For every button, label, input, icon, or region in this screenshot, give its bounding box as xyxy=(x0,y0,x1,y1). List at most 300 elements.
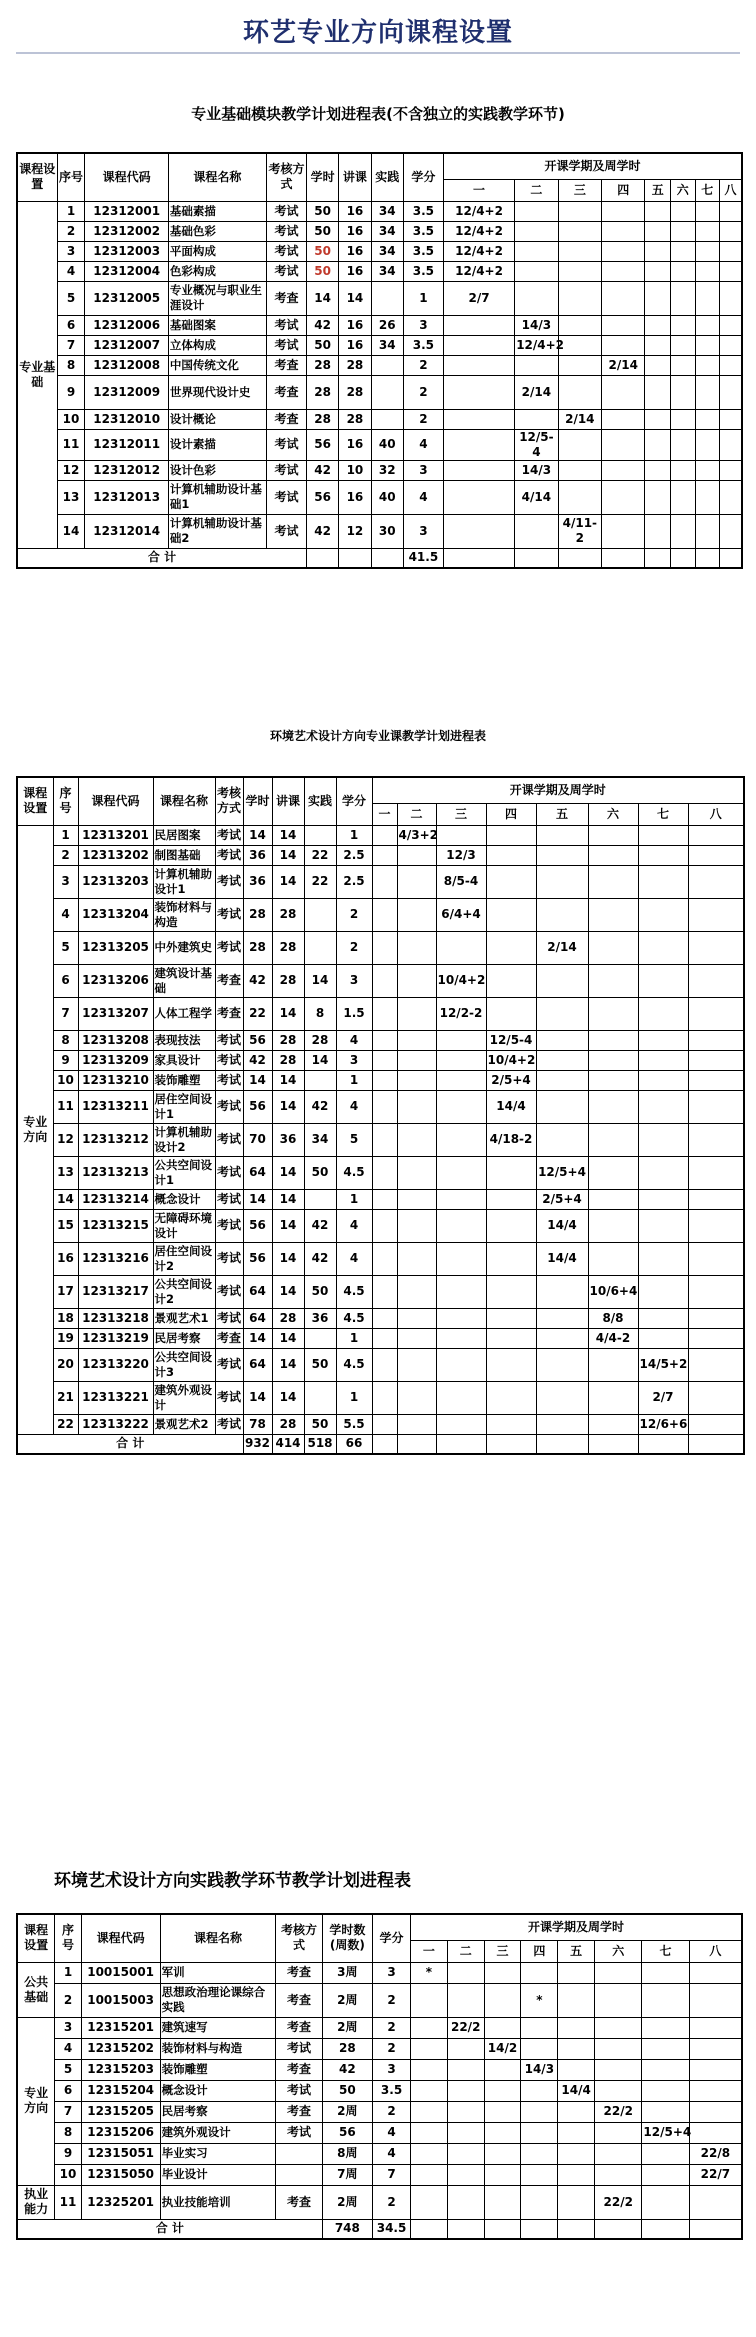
table-row xyxy=(17,1156,744,1189)
lecture-hours: 28 xyxy=(272,1030,304,1050)
credit: 3.5 xyxy=(403,221,443,241)
semester-7-header: 七 xyxy=(695,179,720,201)
hours: 3周 xyxy=(322,1962,373,1983)
total-credit: 66 xyxy=(336,1434,372,1454)
lecture-hours: 10 xyxy=(339,460,371,480)
semester-5-cell xyxy=(645,221,671,241)
semester-1-cell: 12/4+2 xyxy=(443,241,514,261)
course-name: 立体构成 xyxy=(168,335,266,355)
practice-hours: 34 xyxy=(304,1123,336,1156)
practice-hours: 32 xyxy=(371,460,403,480)
semester-1-cell xyxy=(372,1090,397,1123)
course-code: 12313206 xyxy=(78,964,153,997)
semester-4-cell xyxy=(486,1189,536,1209)
lecture-hours: 28 xyxy=(272,1308,304,1328)
table-row xyxy=(17,997,744,1030)
credit: 2 xyxy=(373,2017,411,2038)
semester-3-cell xyxy=(436,1156,486,1189)
semester-5-cell: 14/4 xyxy=(536,1242,588,1275)
course-name: 基础素描 xyxy=(168,201,266,221)
total-row xyxy=(17,548,742,568)
semester-2-cell xyxy=(397,1156,436,1189)
header-code: 课程代码 xyxy=(81,1914,160,1962)
semester-7-cell xyxy=(638,1050,688,1070)
semester-1-cell xyxy=(372,1030,397,1050)
total-semester-5 xyxy=(558,2219,595,2239)
semester-8-cell xyxy=(720,221,742,241)
credit: 1 xyxy=(336,825,372,845)
semester-8-cell: 22/8 xyxy=(689,2143,742,2164)
semester-3-header: 三 xyxy=(436,803,486,825)
semester-7-header: 七 xyxy=(638,803,688,825)
semester-8-cell xyxy=(689,2122,742,2143)
semester-4-cell xyxy=(486,964,536,997)
semester-8-cell xyxy=(688,964,744,997)
semester-8-cell xyxy=(688,1070,744,1090)
semester-8-cell xyxy=(689,1962,742,1983)
total-practice xyxy=(371,548,403,568)
table-row xyxy=(17,2038,742,2059)
semester-7-cell xyxy=(638,964,688,997)
semester-4-cell xyxy=(521,2101,558,2122)
semester-3-cell xyxy=(436,1189,486,1209)
semester-1-cell xyxy=(443,460,514,480)
total-semester-4 xyxy=(486,1434,536,1454)
course-name: 建筑设计基础 xyxy=(153,964,215,997)
semester-4-cell: 14/4 xyxy=(486,1090,536,1123)
row-no: 2 xyxy=(53,845,78,865)
total-lecture: 414 xyxy=(272,1434,304,1454)
semester-2-cell xyxy=(447,2164,484,2185)
group-label: 执业能力 xyxy=(17,2185,55,2219)
hours: 42 xyxy=(307,315,339,335)
course-code: 12313204 xyxy=(78,898,153,931)
total-semester-6 xyxy=(588,1434,638,1454)
hours: 56 xyxy=(243,1030,272,1050)
semester-7-cell xyxy=(642,2185,689,2219)
credit: 2 xyxy=(373,2038,411,2059)
table-row xyxy=(17,931,744,964)
semester-5-cell xyxy=(558,1962,595,1983)
course-code: 12313219 xyxy=(78,1328,153,1348)
semester-6-cell xyxy=(588,1209,638,1242)
semester-6-cell xyxy=(588,1414,638,1434)
course-name: 居住空间设计1 xyxy=(153,1090,215,1123)
semester-3-cell xyxy=(558,429,601,460)
table-row xyxy=(17,221,742,241)
course-name: 专业概况与职业生涯设计 xyxy=(168,281,266,315)
row-no: 9 xyxy=(57,375,85,409)
hours: 42 xyxy=(307,460,339,480)
semester-1-cell xyxy=(372,1189,397,1209)
total-semester-6 xyxy=(671,548,696,568)
semester-6-cell xyxy=(588,1348,638,1381)
exam-type: 考试 xyxy=(266,460,306,480)
semester-6-header: 六 xyxy=(671,179,696,201)
row-no: 15 xyxy=(53,1209,78,1242)
practice-hours xyxy=(371,375,403,409)
semester-5-cell xyxy=(558,2143,595,2164)
course-code: 12312002 xyxy=(85,221,169,241)
hours: 2周 xyxy=(322,2101,373,2122)
header-setting: 课程设置 xyxy=(17,1914,55,1962)
table-row xyxy=(17,845,744,865)
semester-6-cell xyxy=(671,355,696,375)
semester-7-cell xyxy=(642,1962,689,1983)
course-code: 12313222 xyxy=(78,1414,153,1434)
credit: 3.5 xyxy=(373,2080,411,2101)
exam-type: 考查 xyxy=(266,409,306,429)
semester-5-cell xyxy=(645,355,671,375)
semester-2-cell xyxy=(515,514,558,548)
course-code: 12313214 xyxy=(78,1189,153,1209)
semester-2-header: 二 xyxy=(447,1940,484,1962)
semester-1-header: 一 xyxy=(410,1940,447,1962)
row-no: 10 xyxy=(53,1070,78,1090)
row-no: 6 xyxy=(55,2080,81,2101)
semester-3-cell: 14/2 xyxy=(484,2038,521,2059)
semester-4-header: 四 xyxy=(602,179,645,201)
exam-type: 考查 xyxy=(276,1962,322,1983)
semester-6-cell xyxy=(595,2122,642,2143)
row-no: 10 xyxy=(55,2164,81,2185)
practice-hours xyxy=(304,898,336,931)
course-code: 12312010 xyxy=(85,409,169,429)
practice-hours: 42 xyxy=(304,1242,336,1275)
lecture-hours: 16 xyxy=(339,315,371,335)
semester-6-cell xyxy=(588,1090,638,1123)
credit: 3.5 xyxy=(403,201,443,221)
semester-2-cell xyxy=(397,1050,436,1070)
course-code: 12313210 xyxy=(78,1070,153,1090)
exam-type: 考试 xyxy=(266,514,306,548)
semester-5-header: 五 xyxy=(558,1940,595,1962)
lecture-hours: 14 xyxy=(272,997,304,1030)
header-credit: 学分 xyxy=(403,153,443,201)
semester-3-cell: 10/4+2 xyxy=(436,964,486,997)
exam-type: 考试 xyxy=(266,335,306,355)
semester-5-cell: 2/5+4 xyxy=(536,1189,588,1209)
semester-8-cell xyxy=(688,931,744,964)
row-no: 18 xyxy=(53,1308,78,1328)
course-name: 计算机辅助设计基础2 xyxy=(168,514,266,548)
semester-2-cell xyxy=(397,1209,436,1242)
semester-1-cell xyxy=(410,2101,447,2122)
semester-8-cell xyxy=(688,845,744,865)
hours: 8周 xyxy=(322,2143,373,2164)
row-no: 14 xyxy=(53,1189,78,1209)
semester-2-cell xyxy=(447,1962,484,1983)
course-name: 设计概论 xyxy=(168,409,266,429)
total-semester-5 xyxy=(645,548,671,568)
semester-6-cell xyxy=(671,409,696,429)
exam-type: 考试 xyxy=(215,1050,243,1070)
table-row xyxy=(17,1328,744,1348)
semester-4-cell xyxy=(521,2143,558,2164)
exam-type: 考试 xyxy=(215,1348,243,1381)
course-code: 10015003 xyxy=(81,1983,160,2017)
semester-3-header: 三 xyxy=(484,1940,521,1962)
practice-hours xyxy=(371,409,403,429)
semester-2-cell xyxy=(397,1348,436,1381)
course-code: 12313218 xyxy=(78,1308,153,1328)
semester-5-cell: 14/4 xyxy=(536,1209,588,1242)
table-row xyxy=(17,409,742,429)
row-no: 1 xyxy=(57,201,85,221)
course-name: 世界现代设计史 xyxy=(168,375,266,409)
semester-5-cell xyxy=(645,409,671,429)
table-row xyxy=(17,964,744,997)
semester-2-cell xyxy=(397,845,436,865)
credit: 4 xyxy=(336,1030,372,1050)
hours: 70 xyxy=(243,1123,272,1156)
semester-8-cell xyxy=(688,1414,744,1434)
semester-4-cell xyxy=(486,1328,536,1348)
semester-8-cell xyxy=(688,1030,744,1050)
course-code: 12315051 xyxy=(81,2143,160,2164)
row-no: 3 xyxy=(53,865,78,898)
semester-4-cell xyxy=(486,1414,536,1434)
semester-3-cell xyxy=(558,315,601,335)
row-no: 17 xyxy=(53,1275,78,1308)
lecture-hours: 28 xyxy=(339,409,371,429)
course-code: 12315203 xyxy=(81,2059,160,2080)
semester-1-cell xyxy=(372,845,397,865)
semester-4-cell xyxy=(602,429,645,460)
credit: 1 xyxy=(403,281,443,315)
row-no: 1 xyxy=(55,1962,81,1983)
header-name: 课程名称 xyxy=(168,153,266,201)
semester-2-cell: 12/5-4 xyxy=(515,429,558,460)
semester-7-cell xyxy=(695,409,720,429)
semester-7-cell xyxy=(695,355,720,375)
course-name: 设计色彩 xyxy=(168,460,266,480)
credit: 4 xyxy=(336,1090,372,1123)
semester-4-cell xyxy=(602,281,645,315)
semester-2-cell xyxy=(397,931,436,964)
semester-2-cell xyxy=(447,2101,484,2122)
semester-6-cell xyxy=(588,898,638,931)
row-no: 16 xyxy=(53,1242,78,1275)
credit: 4 xyxy=(336,1242,372,1275)
semester-5-cell: 12/5+4 xyxy=(536,1156,588,1189)
practice-hours xyxy=(304,931,336,964)
semester-6-cell xyxy=(588,845,638,865)
row-no: 7 xyxy=(57,335,85,355)
hours: 78 xyxy=(243,1414,272,1434)
semester-6-cell xyxy=(595,2164,642,2185)
row-no: 5 xyxy=(53,931,78,964)
table-row xyxy=(17,1381,744,1414)
semester-1-cell xyxy=(443,514,514,548)
semester-1-cell: 12/4+2 xyxy=(443,221,514,241)
semester-2-cell xyxy=(397,898,436,931)
semester-4-cell xyxy=(521,2038,558,2059)
row-no: 1 xyxy=(53,825,78,845)
practice-hours: 34 xyxy=(371,335,403,355)
exam-type: 考查 xyxy=(266,281,306,315)
semester-6-cell xyxy=(588,1381,638,1414)
total-semester-4 xyxy=(521,2219,558,2239)
practice-hours xyxy=(304,1189,336,1209)
semester-2-cell xyxy=(447,2059,484,2080)
semester-1-header: 一 xyxy=(443,179,514,201)
semester-8-cell xyxy=(689,2059,742,2080)
row-no: 11 xyxy=(53,1090,78,1123)
title-divider xyxy=(16,52,740,54)
row-no: 8 xyxy=(55,2122,81,2143)
total-semester-3 xyxy=(436,1434,486,1454)
semester-5-cell xyxy=(536,1275,588,1308)
exam-type: 考查 xyxy=(276,2059,322,2080)
semester-7-cell xyxy=(642,1983,689,2017)
course-code: 12312005 xyxy=(85,281,169,315)
table-row xyxy=(17,514,742,548)
semester-3-cell xyxy=(484,2059,521,2080)
header-hours: 学时 xyxy=(307,153,339,201)
total-semester-1 xyxy=(410,2219,447,2239)
semester-4-cell xyxy=(521,2185,558,2219)
semester-7-cell xyxy=(642,2059,689,2080)
semester-3-cell xyxy=(558,241,601,261)
semester-3-cell xyxy=(436,1123,486,1156)
practice-course-table xyxy=(16,1913,743,2240)
semester-5-cell xyxy=(645,460,671,480)
course-code: 12315204 xyxy=(81,2080,160,2101)
semester-6-cell xyxy=(671,480,696,514)
table-row xyxy=(17,1308,744,1328)
semester-8-cell xyxy=(688,1209,744,1242)
table-row xyxy=(17,1275,744,1308)
semester-2-cell: 12/4+2 xyxy=(515,335,558,355)
row-no: 5 xyxy=(55,2059,81,2080)
semester-2-cell xyxy=(515,281,558,315)
semester-8-cell xyxy=(688,898,744,931)
header-no: 序号 xyxy=(53,777,78,825)
semester-5-cell xyxy=(558,2038,595,2059)
semester-5-cell xyxy=(536,964,588,997)
semester-1-cell xyxy=(372,931,397,964)
hours: 42 xyxy=(322,2059,373,2080)
semester-8-cell xyxy=(688,865,744,898)
semester-3-cell xyxy=(484,1962,521,1983)
semester-7-cell xyxy=(638,1070,688,1090)
hours: 42 xyxy=(243,964,272,997)
semester-7-cell xyxy=(638,1308,688,1328)
semester-6-cell xyxy=(588,1156,638,1189)
semester-3-cell xyxy=(436,1275,486,1308)
lecture-hours: 28 xyxy=(272,1414,304,1434)
semester-4-cell xyxy=(602,514,645,548)
semester-8-header: 八 xyxy=(688,803,744,825)
exam-type: 考试 xyxy=(215,1090,243,1123)
exam-type: 考试 xyxy=(215,1308,243,1328)
semester-8-cell xyxy=(688,1381,744,1414)
hours: 14 xyxy=(243,1381,272,1414)
table-row xyxy=(17,1414,744,1434)
practice-hours: 40 xyxy=(371,480,403,514)
semester-6-cell xyxy=(588,865,638,898)
semester-5-cell xyxy=(536,1050,588,1070)
semester-6-cell xyxy=(588,964,638,997)
hours: 2周 xyxy=(322,2017,373,2038)
table-row xyxy=(17,1123,744,1156)
semester-3-cell xyxy=(484,1983,521,2017)
semester-1-cell xyxy=(410,2185,447,2219)
hours: 42 xyxy=(243,1050,272,1070)
row-no: 6 xyxy=(57,315,85,335)
practice-hours: 22 xyxy=(304,845,336,865)
semester-7-cell xyxy=(695,375,720,409)
hours: 2周 xyxy=(322,1983,373,2017)
practice-hours: 14 xyxy=(304,964,336,997)
course-name: 建筑外观设计 xyxy=(160,2122,276,2143)
exam-type: 考试 xyxy=(266,221,306,241)
course-name: 装饰材料与构造 xyxy=(160,2038,276,2059)
table-row xyxy=(17,241,742,261)
course-name: 执业技能培训 xyxy=(160,2185,276,2219)
table-row xyxy=(17,1189,744,1209)
lecture-hours: 28 xyxy=(272,898,304,931)
exam-type: 考试 xyxy=(266,241,306,261)
credit: 4 xyxy=(373,2122,411,2143)
course-name: 毕业设计 xyxy=(160,2164,276,2185)
row-no: 14 xyxy=(57,514,85,548)
exam-type: 考试 xyxy=(215,898,243,931)
course-name: 公共空间设计3 xyxy=(153,1348,215,1381)
semester-6-cell xyxy=(588,1123,638,1156)
semester-4-cell: 10/4+2 xyxy=(486,1050,536,1070)
semester-2-cell xyxy=(397,1090,436,1123)
practice-hours: 26 xyxy=(371,315,403,335)
semester-4-cell xyxy=(486,1348,536,1381)
semester-6-cell: 4/4-2 xyxy=(588,1328,638,1348)
practice-hours: 50 xyxy=(304,1348,336,1381)
semester-4-cell xyxy=(602,375,645,409)
semester-1-cell xyxy=(410,2164,447,2185)
hours: 28 xyxy=(243,898,272,931)
semester-2-cell xyxy=(397,1414,436,1434)
semester-1-cell xyxy=(372,1414,397,1434)
course-name: 装饰雕塑 xyxy=(153,1070,215,1090)
total-semester-7 xyxy=(642,2219,689,2239)
semester-7-cell xyxy=(642,2143,689,2164)
hours: 2周 xyxy=(322,2185,373,2219)
table-row xyxy=(17,1209,744,1242)
semester-4-header: 四 xyxy=(486,803,536,825)
hours: 28 xyxy=(322,2038,373,2059)
row-no: 13 xyxy=(53,1156,78,1189)
semester-7-cell xyxy=(638,1242,688,1275)
header-name: 课程名称 xyxy=(160,1914,276,1962)
semester-2-cell xyxy=(515,409,558,429)
semester-3-cell xyxy=(484,2143,521,2164)
practice-hours: 40 xyxy=(371,429,403,460)
practice-hours: 50 xyxy=(304,1156,336,1189)
semester-7-cell xyxy=(638,931,688,964)
semester-3-cell xyxy=(436,1381,486,1414)
lecture-hours: 14 xyxy=(272,845,304,865)
semester-6-cell xyxy=(671,335,696,355)
semester-4-cell xyxy=(486,845,536,865)
hours: 56 xyxy=(307,429,339,460)
course-name: 表现技法 xyxy=(153,1030,215,1050)
semester-5-cell xyxy=(558,2101,595,2122)
practice-hours xyxy=(304,1381,336,1414)
semester-3-cell xyxy=(436,1070,486,1090)
semester-5-cell xyxy=(536,865,588,898)
hours: 50 xyxy=(322,2080,373,2101)
